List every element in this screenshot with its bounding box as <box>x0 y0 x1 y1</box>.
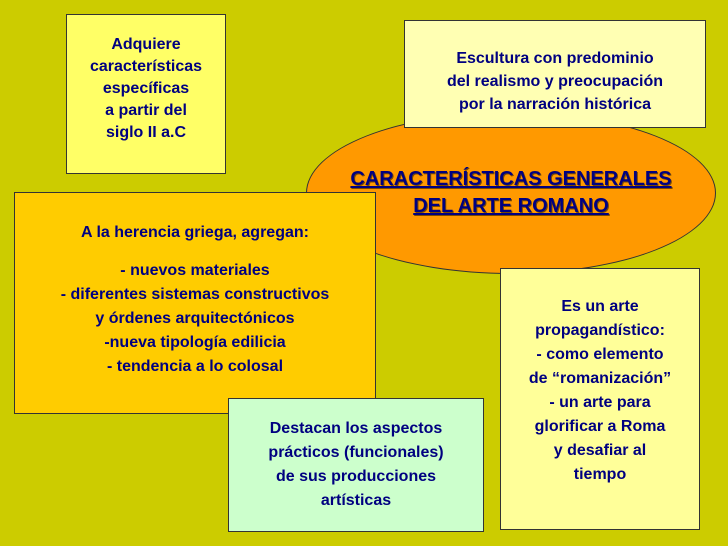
title-line: DEL ARTE ROMANO <box>413 195 609 217</box>
box-text-line: específicas <box>102 80 190 97</box>
box-text-line: por la narración histórica <box>458 96 652 113</box>
box-text-line: - nuevos materiales <box>120 262 270 279</box>
box-text-line: propagandístico: <box>535 322 665 339</box>
box-greek-heritage <box>14 192 376 414</box>
box-text-line: artísticas <box>320 492 392 509</box>
box-text-line: siglo II a.C <box>105 124 186 141</box>
box-text-line: y órdenes arquitectónicos <box>95 310 295 327</box>
box-text-line: a partir del <box>105 102 187 119</box>
box-practical <box>228 398 484 532</box>
box-text-line: tiempo <box>573 466 627 483</box>
box-text-line: Es un arte <box>561 298 639 315</box>
box-text-line: Destacan los aspectos <box>269 420 443 437</box>
title-line: CARACTERÍSTICAS GENERALES <box>350 168 672 190</box>
box-text-line: glorificar a Roma <box>534 418 666 435</box>
box-text-line: - como elemento <box>536 346 664 363</box>
box-text-line: Escultura con predominio <box>456 50 654 67</box>
box-period <box>66 14 226 174</box>
box-text-line: - un arte para <box>549 394 651 411</box>
box-text-line: prácticos (funcionales) <box>268 444 444 461</box>
box-heading: A la herencia griega, agregan: <box>81 224 309 241</box>
box-text-line: - diferentes sistemas constructivos <box>60 286 330 303</box>
box-text-line: y desafiar al <box>553 442 647 459</box>
box-text-line: -nueva tipología edilicia <box>104 334 286 351</box>
box-propaganda <box>500 268 700 530</box>
box-sculpture <box>404 20 706 128</box>
box-text-line: del realismo y preocupación <box>446 73 664 90</box>
box-text-line: de sus producciones <box>275 468 437 485</box>
box-text-line: Adquiere <box>111 36 181 53</box>
box-text-line: de “romanización” <box>528 370 672 387</box>
box-text-line: - tendencia a lo colosal <box>106 358 284 375</box>
box-text-line: características <box>89 58 203 75</box>
